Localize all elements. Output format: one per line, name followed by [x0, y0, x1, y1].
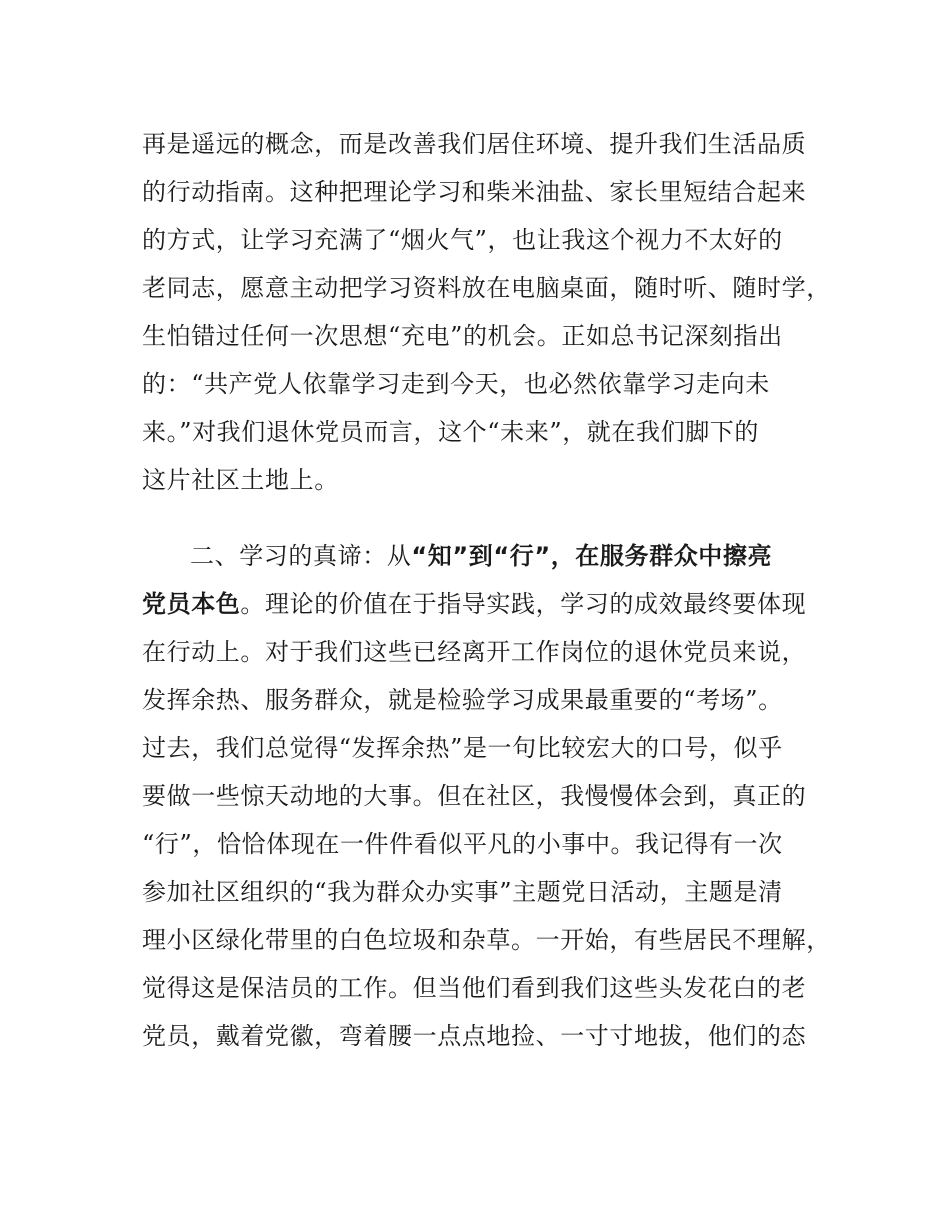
text-line: 参加社区组织的“我为群众办实事”主题党日活动，主题是清: [142, 878, 783, 906]
text-line: 觉得这是保洁员的工作。但当他们看到我们这些头发花白的老: [142, 974, 807, 1002]
text-line: 老同志，愿意主动把学习资料放在电脑桌面，随时听、随时学，: [142, 274, 831, 302]
text-line: 党员，戴着党徽，弯着腰一点点地捡、一寸寸地拔，他们的态: [142, 1022, 807, 1050]
text-line: 过去，我们总觉得“发挥余热”是一句比较宏大的口号，似乎: [142, 734, 783, 762]
heading-number: 二、学习的真谛：从: [190, 542, 412, 570]
heading-bold-text: “知”到“行”，在服务群众中擦亮: [411, 542, 773, 570]
heading-following-text: 。理论的价值在于指导实践，学习的成效最终要体现: [240, 590, 807, 618]
text-line: 在行动上。对于我们这些已经离开工作岗位的退休党员来说，: [142, 638, 807, 666]
text-line: “行”，恰恰体现在一件件看似平凡的小事中。我记得有一次: [142, 830, 783, 858]
text-line: 要做一些惊天动地的大事。但在社区，我慢慢体会到，真正的: [142, 782, 807, 810]
text-line: 的：“共产党人依靠学习走到今天，也必然依靠学习走向未: [142, 370, 770, 398]
text-line: 的行动指南。这种把理论学习和柴米油盐、家长里短结合起来: [142, 178, 807, 206]
heading-bold-end: 党员本色: [142, 590, 241, 618]
text-line: 再是遥远的概念，而是改善我们居住环境、提升我们生活品质: [142, 130, 807, 158]
text-line: 的方式，让学习充满了“烟火气”，也让我这个视力不太好的: [142, 226, 783, 254]
section-heading-line: [190, 536, 772, 576]
text-line: 发挥余热、服务群众，就是检验学习成果最重要的“考场”。: [142, 686, 783, 714]
text-line: 理小区绿化带里的白色垃圾和杂草。一开始，有些居民不理解，: [142, 926, 831, 954]
text-line: 来。”对我们退休党员而言，这个“未来”，就在我们脚下的: [142, 418, 760, 446]
text-line: 生怕错过任何一次思想“充电”的机会。正如总书记深刻指出: [142, 322, 783, 350]
text-line: 这片社区土地上。: [142, 466, 339, 494]
heading-continuation-line: [142, 584, 806, 624]
